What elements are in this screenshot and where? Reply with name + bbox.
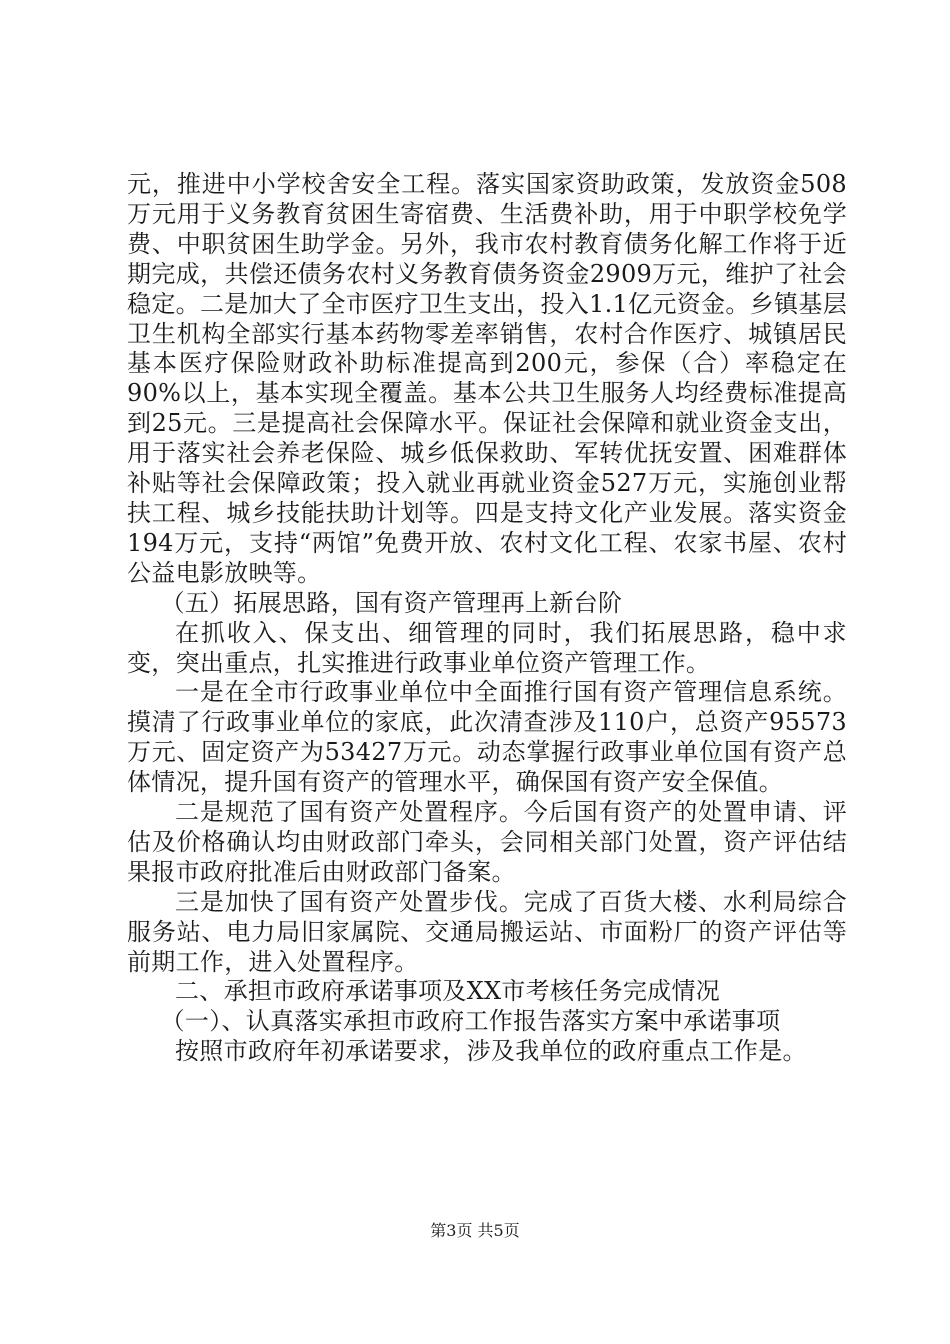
subsection-heading-one: （一）、认真落实承担市政府工作报告落实方案中承诺事项 [160,1007,781,1036]
paragraph-point-two: 二是规范了国有资产处置程序。今后国有资产的处置申请、评估及价格确认均由财政部门牵头，会同相关部门处置，资产评估结果报市政府批准后由财政部门备案。 [127,798,847,886]
paragraph-continuation: 元，推进中小学校舍安全工程。落实国家资助政策，发放资金508万元用于义务教育贫困生寄宿费、生活费补助，用于中职学校免学费、中职贫困生助学金。另外，我市农村教育债务化解工作将于近期完成，共偿还债务农村义务教育债务资金2909万元，维护了社会稳定。二是加大了全市医疗卫生支出，投入1.1亿元资金。乡镇基层卫生机构全部实行基本药物零差率销售，农村合作医疗、城镇居民基本医疗保险财政补助标准提高到200元，参保（合）率稳定在90%以上，基本实现全覆盖。基本公共卫生服务人均经费标准提高到25元。三是提高社会保障水平。保证社会保障和就业资金支出，用于落实社会养老保险、城乡低保救助、军转优抚安置、困难群体补贴等社会保障政策；投入就业再就业资金527万元，实施创业帮扶工程、城乡技能扶助计划等。四是支持文化产业发展。落实资金194万元，支持“两馆”免费开放、农村文化工程、农家书屋、农村公益电影放映等。 [127,170,847,587]
section-heading-five: （五）拓展思路，国有资产管理再上新台阶 [160,588,623,617]
section-heading-two: 二、承担市政府承诺事项及XX市考核任务完成情况 [175,977,721,1006]
document-body [127,170,847,1067]
paragraph-point-one: 一是在全市行政事业单位中全面推行国有资产管理信息系统。摸清了行政事业单位的家底，此次清查涉及110户，总资产95573万元、固定资产为53427万元。动态掌握行政事业单位国有资产总体情况，提升国有资产的管理水平，确保国有资产安全保值。 [127,678,847,797]
paragraph-final: 按照市政府年初承诺要求，涉及我单位的政府重点工作是。 [175,1037,807,1066]
paragraph-point-three: 三是加快了国有资产处置步伐。完成了百货大楼、水利局综合服务站、电力局旧家属院、交通局搬运站、市面粉厂的资产评估等前期工作，进入处置程序。 [127,887,847,976]
page-number-footer: 第3页 共5页 [430,1221,520,1240]
paragraph-intro: 在抓收入、保支出、细管理的同时，我们拓展思路，稳中求变，突出重点，扎实推进行政事业单位资产管理工作。 [127,618,847,677]
